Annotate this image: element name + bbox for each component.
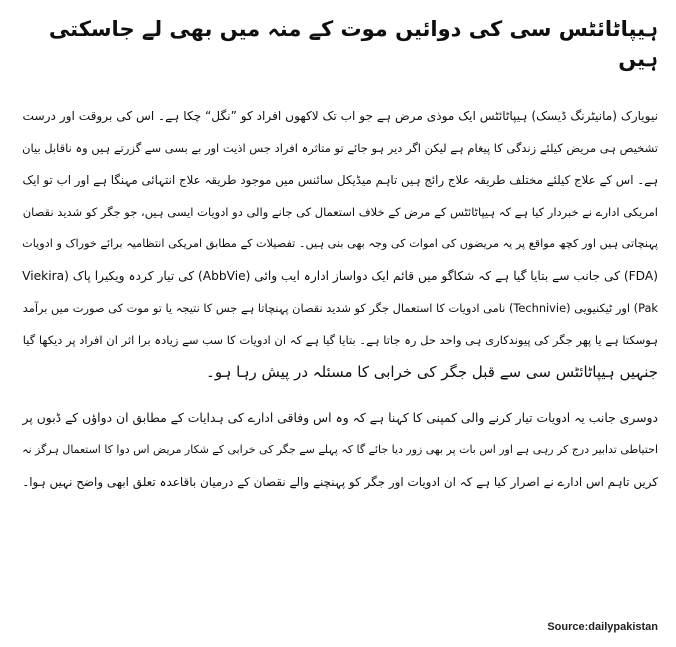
paragraph-line: تشخیص ہی مریض کیلئے زندگی کا پیغام ہے لیکن اگر دیر ہو جائے تو متاثرہ افراد جس اذیت اور بے بسی سے گزرتے ہیں وہ ناقابل بیان [22, 141, 658, 155]
paragraph-line: کریں تاہم اس ادارے نے اصرار کیا ہے کہ ان ادویات اور جگر کو پہنچنے والے نقصان کے درمیان باقاعدہ تعلق ابھی واضح نہیں ہوا۔ [22, 475, 658, 489]
paragraph-line: احتیاطی تدابیر درج کر رہی ہے اور اس بات پر بھی زور دیا جائے گا کہ پہلے سے جگر کی خرابی کے شکار مریض اس دوا کا استعمال ہرگز نہ [22, 443, 658, 456]
paragraph-line: امریکی ادارے نے خبردار کیا ہے کہ ہیپاٹائٹس کے مرض کے خلاف استعمال کی جانے والی دو ادویات ایسی ہیں، جو جگر کو شدید نقصان [22, 205, 658, 219]
paragraph-line: ہے۔ اس کے علاج کیلئے مختلف طریقہ علاج رائج ہیں تاہم میڈیکل سائنس میں موجود طریقہ علاج انتہائی مہنگا ہے اور اب تو ایک [22, 173, 658, 187]
paragraph-line: نیویارک (مانیٹرنگ ڈیسک) ہیپاٹائٹس ایک موذی مرض ہے جو اب تک لاکھوں افراد کو ”نگل“ چکا ہے۔ اس کی بروقت اور درست [22, 109, 658, 123]
paragraph-line: Pak) اور ٹیکنیویی (Technivie) نامی ادویات کا استعمال جگر کو شدید نقصان پہنچاتا ہے جس کا نتیجہ یا تو موت کی صورت میں برآمد [22, 301, 658, 315]
paragraph-line: (FDA) کی جانب سے بتایا گیا ہے کہ شکاگو میں قائم ایک دواساز ادارہ ایب وائی (AbbVie) کی تیار کردہ ویکیرا پاک (Viekira [22, 269, 658, 283]
article-headline: ہیپاٹائٹس سی کی دوائیں موت کے منہ میں بھی لے جاسکتی ہیں [48, 17, 658, 71]
paragraph-line: دوسری جانب یہ ادویات تیار کرنے والی کمپنی کا کہنا ہے کہ وہ اس وفاقی ادارے کی ہدایات کے مطابق ان دواؤں کے ڈبوں پر [22, 411, 658, 425]
source-credit: Source:dailypakistan [547, 621, 658, 633]
paragraph-line: پہنچاتی ہیں اور کچھ مواقع پر یہ مریضوں کی اموات کی وجہ بھی بنی ہیں۔ تفصیلات کے مطابق امریکی انتظامیہ برائے خوراک و ادویات [22, 237, 658, 250]
paragraph-line: جنہیں ہیپاٹائٹس سی سے قبل جگر کی خرابی کا مسئلہ در پیش رہا ہو۔ [206, 363, 658, 381]
article-paragraph-1 [22, 100, 658, 388]
article-paragraph-2 [22, 402, 658, 498]
paragraph-line: ہوسکتا ہے یا پھر جگر کی پیوندکاری ہی واحد حل رہ جاتا ہے۔ بتایا گیا ہے کہ ان ادویات کا سب سے زیادہ برا اثر ان افراد پر دیکھا گیا [22, 333, 658, 347]
